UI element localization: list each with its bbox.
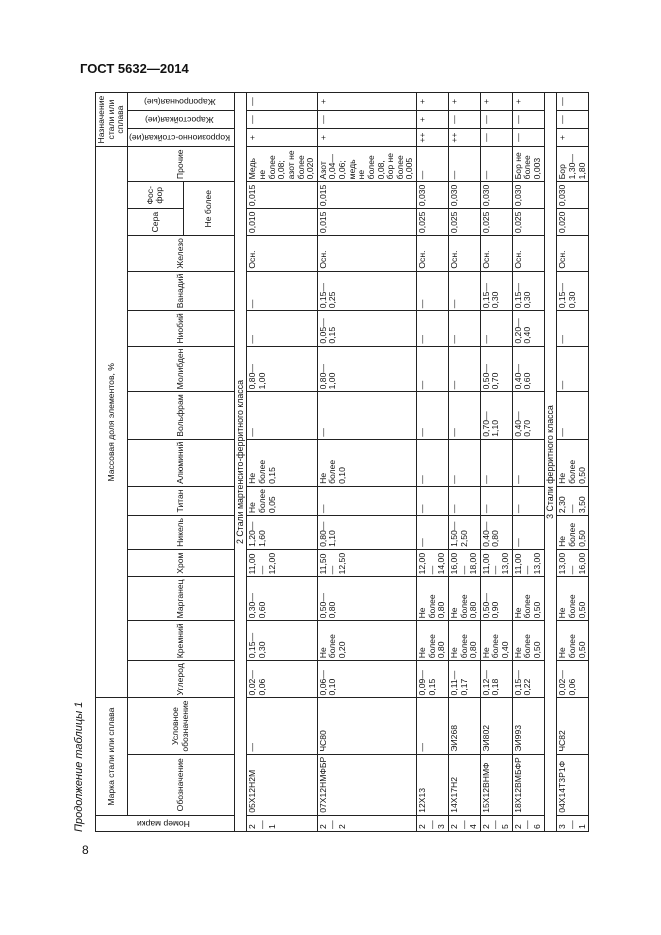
cell-fe: Осн. xyxy=(317,236,416,272)
cell-nb: 0,05— 0,15 xyxy=(317,311,416,346)
cell-mn: Не более 0,50 xyxy=(512,577,544,621)
cell-mn: Не более 0,50 xyxy=(557,577,589,621)
table-row xyxy=(512,93,544,832)
table-row xyxy=(247,93,317,832)
cell-des: 05Х12Н2М xyxy=(247,754,317,815)
col-nickel-header: Никель xyxy=(127,516,234,550)
cell-heat_res: + xyxy=(417,111,449,129)
cell-conv: — xyxy=(417,698,449,754)
cell-heat_str: + xyxy=(480,93,512,111)
cell-conv: — xyxy=(247,698,317,754)
cell-w: — xyxy=(247,392,317,439)
cell-v: — xyxy=(417,271,449,311)
col-silicon-header: Кремний xyxy=(127,621,234,661)
table-row xyxy=(417,93,449,832)
cell-si: Не более 0,50 xyxy=(557,621,589,661)
col-manganese-header: Марганец xyxy=(127,577,234,621)
cell-heat_res: — xyxy=(480,111,512,129)
col-vanadium-header: Ванадий xyxy=(127,271,234,311)
col-titanium-header: Титан xyxy=(127,486,234,515)
rotated-table-area xyxy=(73,92,587,832)
cell-al: — xyxy=(417,439,449,486)
cell-des: 12Х13 xyxy=(417,754,449,815)
section-header-row xyxy=(234,93,247,832)
col-not-more-header: Не более xyxy=(184,182,235,236)
cell-ti: Не более 0,05 xyxy=(247,486,317,515)
cell-mo: 0,80— 1,00 xyxy=(317,346,416,392)
cell-conv: ЧС80 xyxy=(317,698,416,754)
col-purpose-header: Назначение стали или сплава xyxy=(96,93,128,147)
cell-nb: — xyxy=(480,311,512,346)
cell-conv: ЭИ993 xyxy=(512,698,544,754)
cell-heat_str: — xyxy=(557,93,589,111)
cell-ti: — xyxy=(512,486,544,515)
table-row xyxy=(317,93,416,832)
cell-w: — xyxy=(448,392,480,439)
cell-heat_str: — xyxy=(247,93,317,111)
cell-mn: 0,50— 0,90 xyxy=(480,577,512,621)
cell-fe: Осн. xyxy=(247,236,317,272)
cell-s: 0,010 xyxy=(247,209,317,236)
col-chromium-header: Хром xyxy=(127,549,234,576)
col-carbon-header: Углерод xyxy=(127,661,234,698)
cell-mn: Не более 0,80 xyxy=(448,577,480,621)
col-sulfur-header: Сера xyxy=(127,209,183,236)
section-header-row xyxy=(544,93,557,832)
cell-ni: 1,50— 2,50 xyxy=(448,516,480,550)
cell-v: 0,15— 0,30 xyxy=(480,271,512,311)
cell-corr: — xyxy=(512,128,544,146)
cell-si: Не более 0,40 xyxy=(480,621,512,661)
cell-ni: 0,80— 1,10 xyxy=(317,516,416,550)
cell-other: Азот 0,04— 0,06; медь не более 0,08, бор не более 0,005 xyxy=(317,147,416,182)
col-heat-resistant-header: Жаростойкая(ие) xyxy=(127,111,234,129)
cell-conv: ЭИ802 xyxy=(480,698,512,754)
cell-s: 0,025 xyxy=(480,209,512,236)
cell-other: — xyxy=(480,147,512,182)
cell-al: Не более 0,15 xyxy=(247,439,317,486)
col-other-header: Прочие xyxy=(127,147,234,182)
cell-mo: — xyxy=(557,346,589,392)
cell-cr: 13,00— 16,00 xyxy=(557,549,589,576)
cell-nb: — xyxy=(417,311,449,346)
col-phosphorus-header: Фос- фор xyxy=(127,182,183,209)
col-tungsten-header: Вольфрам xyxy=(127,392,234,439)
col-heat-strong-header: Жаропрочная(ые) xyxy=(127,93,234,111)
cell-num: 2—3 xyxy=(417,815,449,831)
cell-s: 0,020 xyxy=(557,209,589,236)
cell-w: — xyxy=(417,392,449,439)
cell-des: 15Х12ВНМФ xyxy=(480,754,512,815)
table-row xyxy=(448,93,480,832)
cell-si: Не более 0,80 xyxy=(417,621,449,661)
col-corrosion-header: Коррозионно-стойкая(ие) xyxy=(127,128,234,146)
cell-fe: Осн. xyxy=(417,236,449,272)
cell-nb: — xyxy=(448,311,480,346)
cell-cr: 16,00— 18,00 xyxy=(448,549,480,576)
col-iron-header: Железо xyxy=(127,236,234,272)
cell-heat_res: — xyxy=(448,111,480,129)
cell-nb: — xyxy=(247,311,317,346)
cell-ni: 0,40— 0,80 xyxy=(480,516,512,550)
cell-heat_res: — xyxy=(512,111,544,129)
cell-ti: — xyxy=(317,486,416,515)
cell-al: — xyxy=(512,439,544,486)
cell-mn: 0,30— 0,60 xyxy=(247,577,317,621)
table-sheet xyxy=(73,92,587,832)
cell-cr: 11,00— 13,00 xyxy=(480,549,512,576)
cell-al: — xyxy=(480,439,512,486)
cell-w: 0,70— 1,10 xyxy=(480,392,512,439)
col-niobium-header: Ниобий xyxy=(127,311,234,346)
cell-other: Бор не более 0,003 xyxy=(512,147,544,182)
composition-table xyxy=(95,92,589,832)
cell-heat_str: + xyxy=(512,93,544,111)
cell-mo: 0,80— 1,00 xyxy=(247,346,317,392)
col-designation-header: Обозначение xyxy=(127,754,234,815)
col-conventional-header: Условное обозначение xyxy=(127,698,234,754)
cell-mo: 0,50— 0,70 xyxy=(480,346,512,392)
cell-corr: + xyxy=(317,128,416,146)
col-molybdenum-header: Молибден xyxy=(127,346,234,392)
cell-heat_res: — xyxy=(557,111,589,129)
cell-c: 0,11— 0,17 xyxy=(448,661,480,698)
col-grade-header: Марка стали или сплава xyxy=(96,698,128,815)
col-number-header: Номер марки xyxy=(96,815,235,831)
cell-des: 18Х12ВМБФР xyxy=(512,754,544,815)
cell-num: 2—6 xyxy=(512,815,544,831)
cell-heat_res: — xyxy=(317,111,416,129)
cell-heat_str: + xyxy=(417,93,449,111)
cell-cr: 11,00— 13,00 xyxy=(512,549,544,576)
cell-ti: — xyxy=(480,486,512,515)
cell-p: 0,030 xyxy=(448,182,480,209)
cell-conv: ЭИ268 xyxy=(448,698,480,754)
cell-mn: 0,50— 0,80 xyxy=(317,577,416,621)
cell-heat_str: + xyxy=(317,93,416,111)
cell-mn: Не более 0,80 xyxy=(417,577,449,621)
cell-s: 0,025 xyxy=(448,209,480,236)
cell-corr: + xyxy=(557,128,589,146)
cell-ni: — xyxy=(512,516,544,550)
cell-other: — xyxy=(448,147,480,182)
cell-c: 0,06— 0,10 xyxy=(317,661,416,698)
cell-p: 0,030 xyxy=(417,182,449,209)
section-title: 3 Стали ферритного класса xyxy=(544,93,557,832)
cell-heat_str: + xyxy=(448,93,480,111)
cell-s: 0,025 xyxy=(512,209,544,236)
cell-mo: 0,40— 0,60 xyxy=(512,346,544,392)
cell-nb: — xyxy=(557,311,589,346)
cell-ti: — xyxy=(448,486,480,515)
cell-cr: 11,00— 12,00 xyxy=(247,549,317,576)
cell-p: 0,030 xyxy=(557,182,589,209)
cell-ni: Не более 0,50 xyxy=(557,516,589,550)
cell-v: 0,15— 0,25 xyxy=(317,271,416,311)
cell-v: 0,15— 0,30 xyxy=(557,271,589,311)
section-title: 2 Стали мартенсито-ферритного класса xyxy=(234,93,247,832)
col-aluminium-header: Алюминий xyxy=(127,439,234,486)
cell-ni: — xyxy=(417,516,449,550)
page-number: 8 xyxy=(82,843,89,857)
cell-v: — xyxy=(448,271,480,311)
cell-conv: ЧС82 xyxy=(557,698,589,754)
cell-other: — xyxy=(417,147,449,182)
cell-heat_res: — xyxy=(247,111,317,129)
cell-des: 07Х12НМФБР xyxy=(317,754,416,815)
cell-num: 2—5 xyxy=(480,815,512,831)
cell-s: 0,025 xyxy=(417,209,449,236)
cell-c: 0,12— 0,18 xyxy=(480,661,512,698)
cell-s: 0,015 xyxy=(317,209,416,236)
cell-p: 0,015 xyxy=(247,182,317,209)
cell-mo: — xyxy=(448,346,480,392)
cell-other: Медь не более 0,08; азот не более 0,020 xyxy=(247,147,317,182)
cell-si: Не более 0,20 xyxy=(317,621,416,661)
cell-al: — xyxy=(448,439,480,486)
cell-p: 0,015 xyxy=(317,182,416,209)
cell-si: Не более 0,50 xyxy=(512,621,544,661)
document-title: ГОСТ 5632—2014 xyxy=(80,61,189,76)
cell-num: 2—2 xyxy=(317,815,416,831)
cell-ti: — xyxy=(417,486,449,515)
cell-fe: Осн. xyxy=(557,236,589,272)
cell-ni: 1,20— 1,60 xyxy=(247,516,317,550)
cell-fe: Осн. xyxy=(448,236,480,272)
cell-corr: — xyxy=(480,128,512,146)
cell-c: 0,02— 0,06 xyxy=(557,661,589,698)
cell-des: 04Х14Т3Р1Ф xyxy=(557,754,589,815)
col-mass-header: Массовая доля элементов, % xyxy=(96,147,128,698)
cell-num: 2—1 xyxy=(247,815,317,831)
cell-num: 2—4 xyxy=(448,815,480,831)
cell-al: Не более 0,10 xyxy=(317,439,416,486)
cell-fe: Осн. xyxy=(480,236,512,272)
cell-v: 0,15— 0,30 xyxy=(512,271,544,311)
cell-nb: 0,20— 0,40 xyxy=(512,311,544,346)
table-row xyxy=(557,93,589,832)
cell-mo: — xyxy=(417,346,449,392)
cell-w: — xyxy=(557,392,589,439)
cell-al: Не более 0,50 xyxy=(557,439,589,486)
table-caption: Продолжение таблицы 1 xyxy=(73,701,85,832)
cell-fe: Осн. xyxy=(512,236,544,272)
cell-cr: 11,50— 12,50 xyxy=(317,549,416,576)
cell-v: — xyxy=(247,271,317,311)
cell-c: 0,02— 0,06 xyxy=(247,661,317,698)
cell-other: Бор 1,30— 1,80 xyxy=(557,147,589,182)
cell-w: — xyxy=(317,392,416,439)
cell-des: 14Х17Н2 xyxy=(448,754,480,815)
cell-corr: ++ xyxy=(448,128,480,146)
cell-cr: 12,00— 14,00 xyxy=(417,549,449,576)
cell-ti: 2,30— 3,50 xyxy=(557,486,589,515)
table-row xyxy=(480,93,512,832)
cell-c: 0,15— 0,22 xyxy=(512,661,544,698)
cell-si: 0,15— 0,30 xyxy=(247,621,317,661)
cell-si: Не более 0,80 xyxy=(448,621,480,661)
cell-p: 0,030 xyxy=(480,182,512,209)
cell-w: 0,40— 0,70 xyxy=(512,392,544,439)
cell-num: 3—1 xyxy=(557,815,589,831)
cell-corr: ++ xyxy=(417,128,449,146)
cell-c: 0,09— 0,15 xyxy=(417,661,449,698)
cell-p: 0,030 xyxy=(512,182,544,209)
cell-corr: + xyxy=(247,128,317,146)
